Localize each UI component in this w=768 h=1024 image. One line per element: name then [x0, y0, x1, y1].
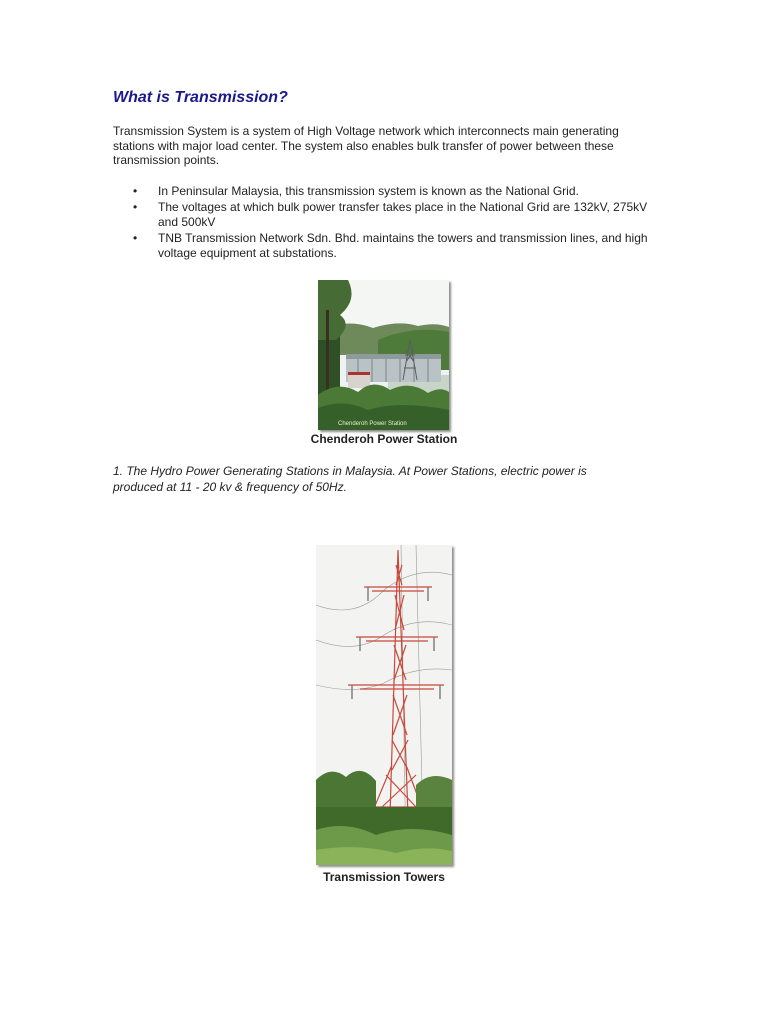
bullet-text: In Peninsular Malaysia, this transmission system is known as the National Grid.	[158, 184, 579, 198]
list-item	[113, 184, 653, 199]
power-station-caption: Chenderoh Power Station	[310, 432, 458, 446]
transmission-tower-caption: Transmission Towers	[323, 870, 445, 884]
bullet-icon: •	[133, 231, 138, 245]
transmission-tower-illustration	[316, 545, 452, 865]
page-heading: What is Transmission?	[113, 89, 288, 106]
list-item	[113, 231, 653, 261]
intro-paragraph: Transmission System is a system of High Voltage network which interconnects main generating stations with major load center. The system also enables bulk transfer of power between these transmission points.	[113, 124, 619, 167]
hydro-paragraph: 1. The Hydro Power Generating Stations in Malaysia. At Power Stations, electric power is produced at 11 - 20 kv & frequency of 50Hz.	[113, 464, 587, 494]
bullet-icon: •	[133, 184, 138, 198]
bullet-icon: •	[133, 200, 138, 214]
power-station-photo	[318, 280, 449, 430]
photo-watermark: Chenderoh Power Station	[338, 421, 407, 427]
power-station-illustration	[318, 280, 449, 430]
transmission-tower-photo	[316, 545, 452, 865]
bullet-text: TNB Transmission Network Sdn. Bhd. maintains the towers and transmission lines, and high voltage equipment at substations.	[158, 231, 648, 260]
bullet-text: The voltages at which bulk power transfer takes place in the National Grid are 132kV, 275kV and 500kV	[158, 200, 648, 229]
list-item	[113, 200, 653, 230]
bullet-list	[113, 184, 653, 262]
